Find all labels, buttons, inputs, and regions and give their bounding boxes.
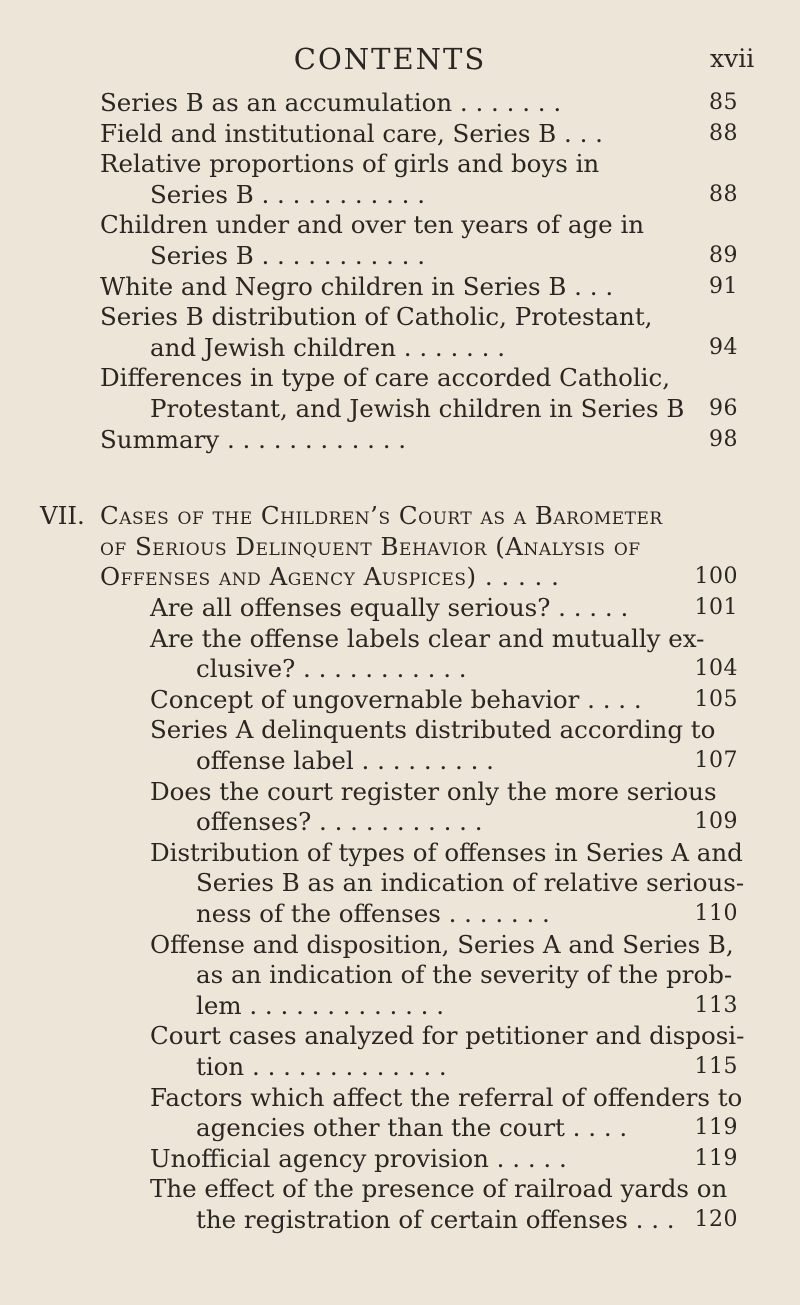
toc-entry-line: as an indication of the severity of the prob- bbox=[196, 960, 733, 990]
toc-page-number: 119 bbox=[694, 1115, 738, 1141]
toc-entry-line: clusive? . . . . . . . . . . . bbox=[196, 654, 467, 684]
toc-entry-line: agencies other than the court . . . . bbox=[196, 1113, 628, 1143]
toc-page-number: 98 bbox=[709, 426, 738, 452]
chapter-title-line: Offenses and Agency Auspices) . . . . . bbox=[100, 562, 560, 592]
toc-entry-line: Children under and over ten years of age in bbox=[100, 210, 645, 240]
toc-entry-line: Distribution of types of offenses in Series A and bbox=[150, 837, 743, 867]
toc-page-number: 107 bbox=[694, 748, 738, 773]
toc-entry-line: lem . . . . . . . . . . . . . bbox=[196, 990, 445, 1020]
toc-entry-line: Series A delinquents distributed according to bbox=[150, 715, 716, 745]
toc-entry-line: Does the court register only the more serious bbox=[150, 776, 717, 806]
toc-entry-line: and Jewish children . . . . . . . bbox=[150, 332, 505, 362]
toc-page-number: 88 bbox=[709, 181, 738, 207]
toc-page-number: 88 bbox=[709, 120, 738, 146]
toc-entry-line: Are all offenses equally serious? . . . . . bbox=[150, 593, 629, 622]
toc-entry-line: Field and institutional care, Series B . . . bbox=[100, 118, 603, 148]
toc-entry-line: the registration of certain offenses . . . bbox=[196, 1205, 675, 1234]
toc-entry-line: Series B distribution of Catholic, Protestant, bbox=[100, 302, 653, 332]
toc-page-number: 96 bbox=[709, 396, 738, 421]
toc-entry-line: offense label . . . . . . . . . bbox=[196, 746, 494, 775]
toc-entry-line: Concept of ungovernable behavior . . . . bbox=[150, 684, 642, 714]
toc-page-number: 109 bbox=[694, 809, 738, 835]
toc-entry-line: Offense and disposition, Series A and Series B, bbox=[150, 929, 734, 959]
chapter-title-line: Cases of the Children’s Court as a Barometer bbox=[100, 501, 663, 531]
toc-entry-line: Series B as an accumulation . . . . . . . bbox=[100, 88, 562, 117]
chapter-page-number: 100 bbox=[694, 564, 738, 590]
toc-entry-line: Relative proportions of girls and boys in bbox=[100, 149, 600, 179]
toc-entry-line: Factors which affect the referral of offenders to bbox=[150, 1082, 743, 1112]
roman-page-number: xvii bbox=[710, 44, 755, 73]
chapter-title-line: of Serious Delinquent Behavior (Analysis of bbox=[100, 531, 641, 561]
toc-entry-line: Court cases analyzed for petitioner and disposi- bbox=[150, 1021, 745, 1051]
toc-page-number: 119 bbox=[694, 1145, 738, 1171]
toc-entry-line: tion . . . . . . . . . . . . . bbox=[196, 1052, 447, 1081]
toc-page-number: 91 bbox=[709, 273, 738, 299]
toc-entry-line: Summary . . . . . . . . . . . . bbox=[100, 424, 407, 454]
toc-page-number: 101 bbox=[694, 595, 738, 620]
toc-page-number: 89 bbox=[709, 243, 738, 268]
toc-page-number: 104 bbox=[694, 656, 738, 682]
toc-entry-line: Unofficial agency provision . . . . . bbox=[150, 1143, 567, 1173]
toc-page-number: 115 bbox=[694, 1054, 738, 1079]
toc-page-number: 105 bbox=[694, 686, 738, 712]
toc-entry-line: offenses? . . . . . . . . . . . bbox=[196, 807, 483, 837]
toc-entry-line: Series B . . . . . . . . . . . bbox=[150, 241, 426, 270]
toc-page-number: 113 bbox=[694, 992, 738, 1018]
toc-page-number: 120 bbox=[694, 1207, 738, 1232]
toc-entry-line: Protestant, and Jewish children in Series B bbox=[150, 394, 685, 423]
toc-entry-line: White and Negro children in Series B . . . bbox=[100, 271, 614, 301]
chapter-number: VII. bbox=[40, 501, 85, 531]
page-title: CONTENTS bbox=[293, 42, 487, 76]
toc-page-number: 85 bbox=[709, 90, 738, 115]
toc-entry-line: Series B . . . . . . . . . . . bbox=[150, 179, 426, 209]
toc-entry-line: Series B as an indication of relative serious- bbox=[196, 868, 745, 898]
toc-entry-line: ness of the offenses . . . . . . . bbox=[196, 899, 550, 928]
toc-page-number: 110 bbox=[694, 901, 738, 926]
toc-page-number: 94 bbox=[709, 334, 738, 360]
toc-entry-line: Differences in type of care accorded Catholic, bbox=[100, 363, 671, 393]
toc-entry-line: The effect of the presence of railroad yards on bbox=[150, 1174, 728, 1204]
toc-entry-line: Are the offense labels clear and mutually ex- bbox=[150, 623, 705, 653]
